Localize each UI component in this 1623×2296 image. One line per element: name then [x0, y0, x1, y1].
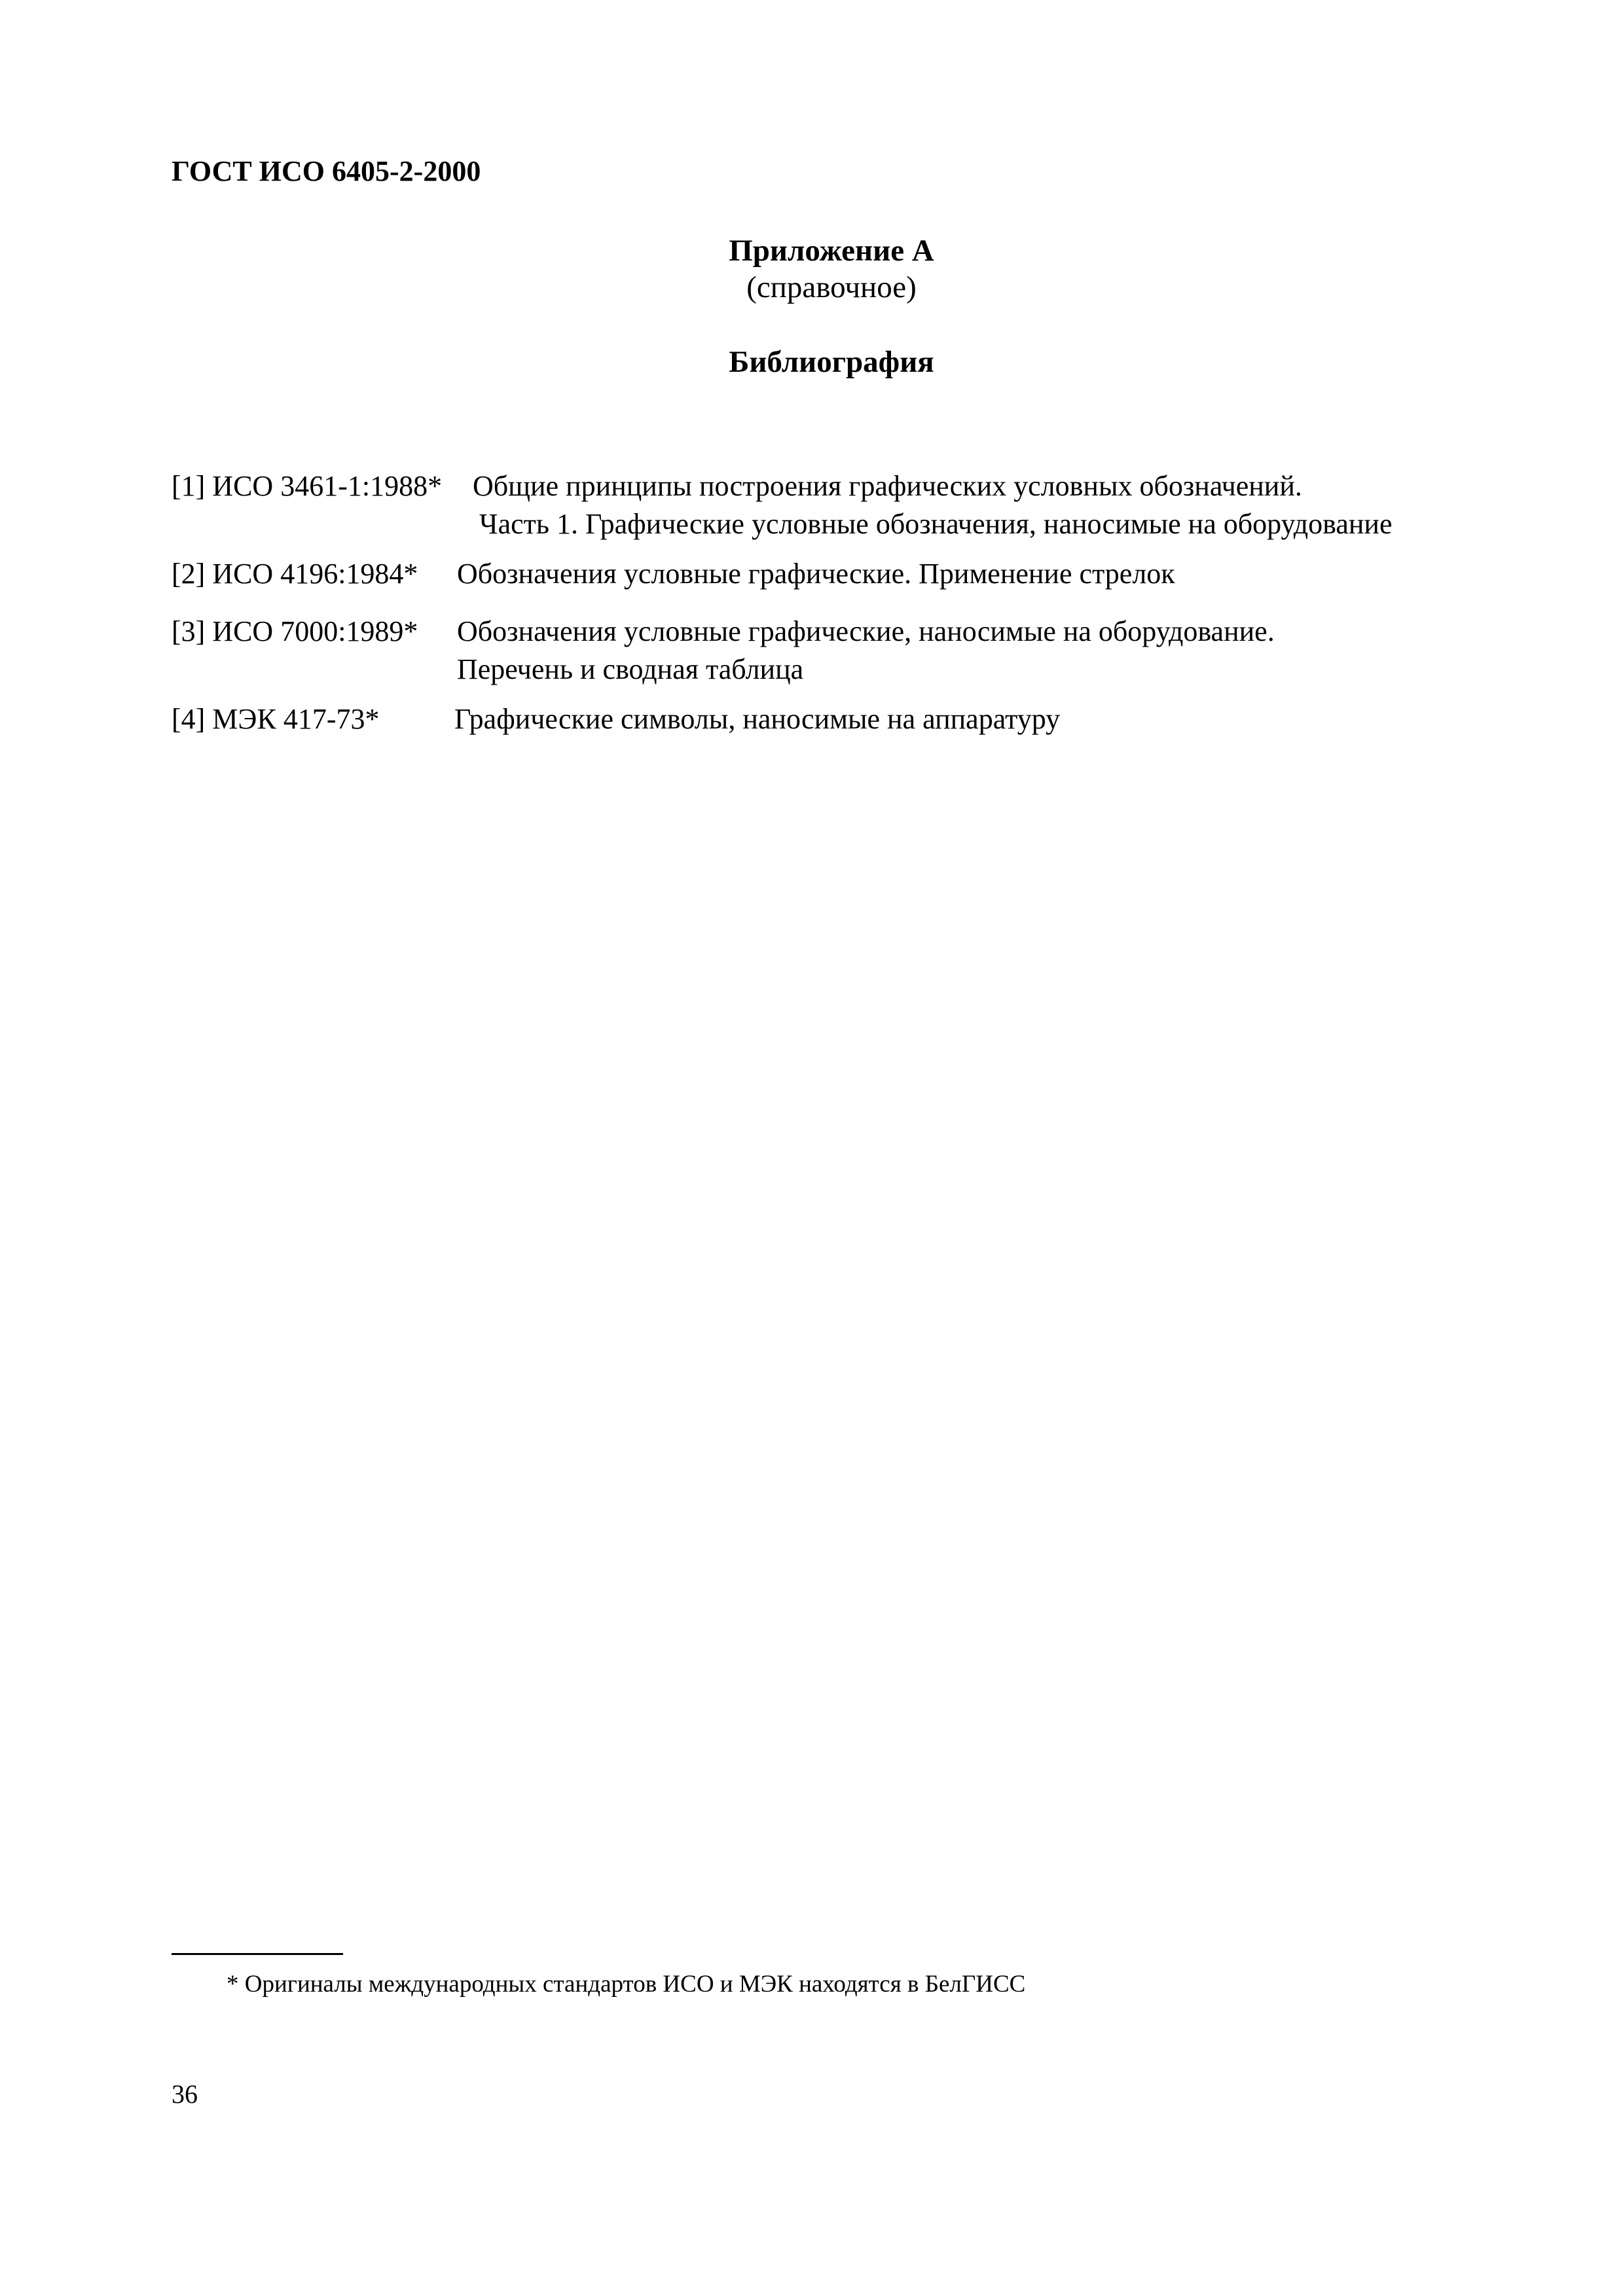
reference-line: Часть 1. Графические условные обозначения, наносимые на оборудование	[479, 508, 1393, 540]
reference-text	[457, 613, 1275, 689]
page-number: 36	[172, 2079, 198, 2109]
reference-label: [3] ИСО 7000:1989*	[172, 615, 418, 647]
reference-line: Общие принципы построения графических условных обозначений.	[473, 470, 1302, 502]
annex-note: (справочное)	[746, 270, 917, 304]
reference-line: Перечень и сводная таблица	[457, 653, 804, 685]
reference-text	[454, 700, 1060, 738]
annex-title: Приложение А	[729, 234, 934, 268]
reference-label: [4] МЭК 417-73*	[172, 703, 380, 735]
bibliography-heading: Библиография	[729, 345, 934, 379]
reference-line: Графические символы, наносимые на аппаратуру	[454, 703, 1061, 735]
reference-label: [2] ИСО 4196:1984*	[172, 558, 418, 590]
footnote: * Оригиналы международных стандартов ИСО и МЭК находятся в БелГИСС	[227, 1971, 1026, 1998]
reference-text	[457, 555, 1175, 593]
reference-line: Обозначения условные графические, наносимые на оборудование.	[457, 615, 1275, 647]
reference-line: Обозначения условные графические. Применение стрелок	[457, 558, 1175, 590]
document-code-header: ГОСТ ИСО 6405-2-2000	[172, 155, 481, 187]
reference-text	[473, 467, 1393, 543]
reference-label: [1] ИСО 3461-1:1988*	[172, 470, 443, 502]
footnote-separator	[172, 1953, 343, 1955]
